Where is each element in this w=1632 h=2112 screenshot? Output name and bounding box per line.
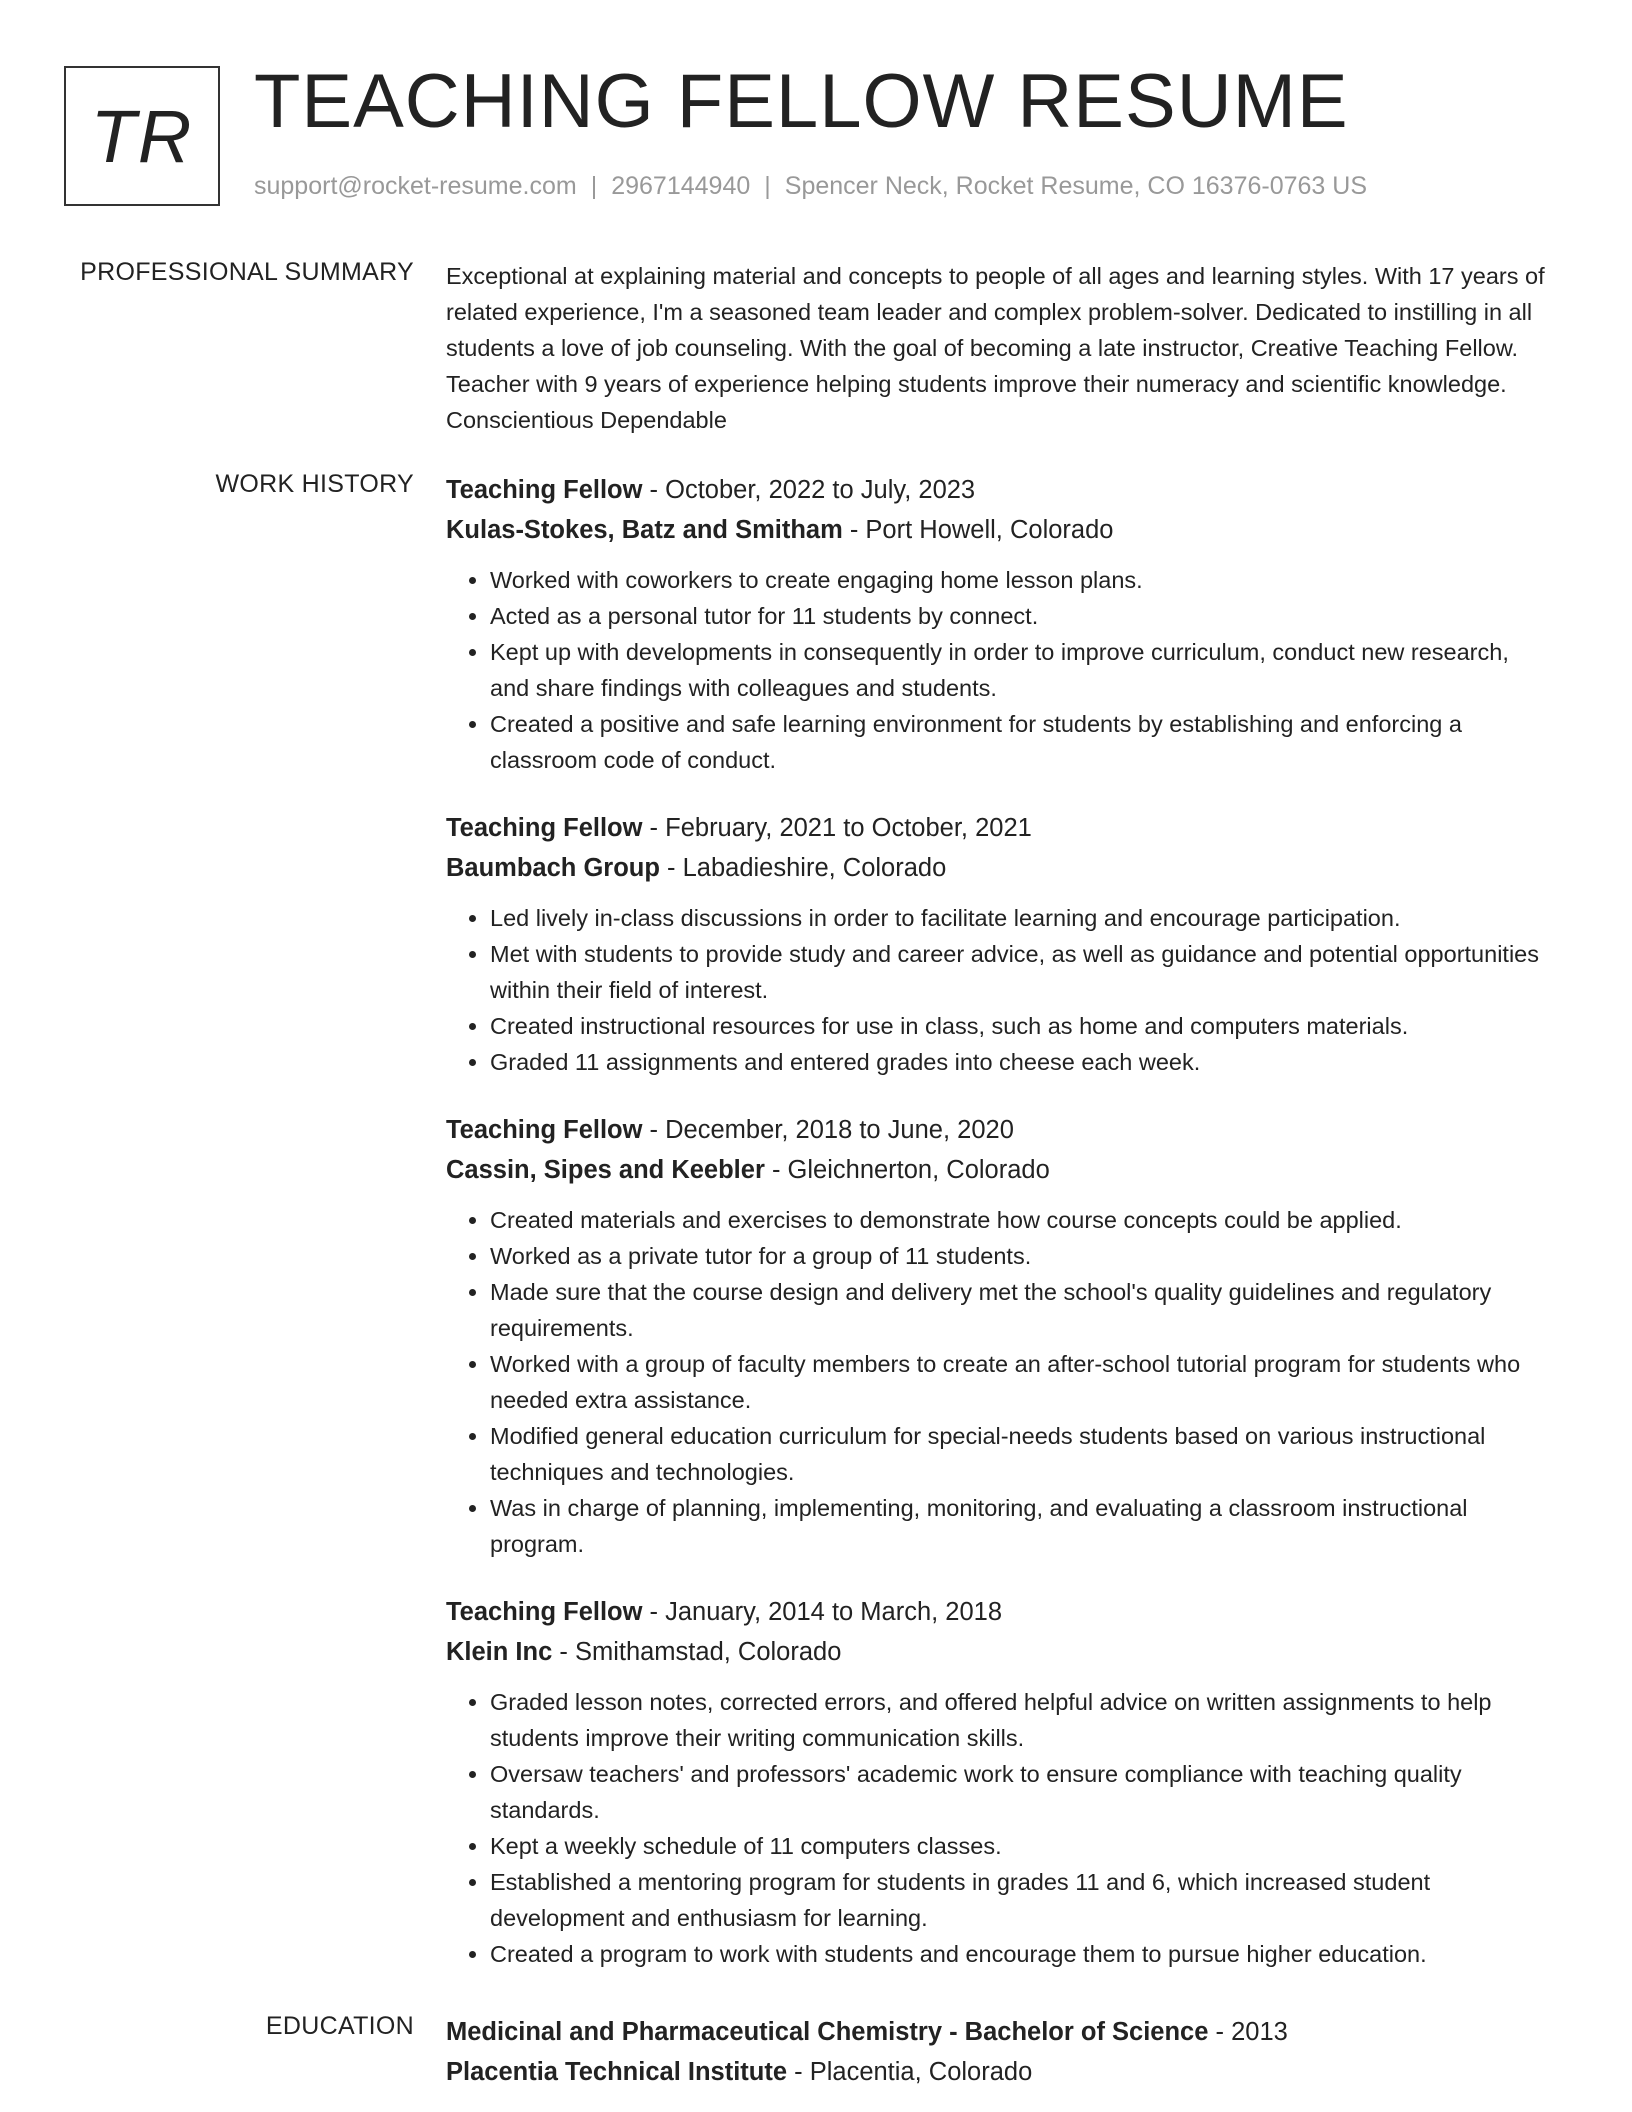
job-entry (446, 1110, 1554, 1562)
job-company: Baumbach Group (446, 854, 660, 882)
education-school: Placentia Technical Institute (446, 2058, 788, 2086)
contact-email: support@rocket-resume.com (254, 172, 577, 200)
job-title-line (446, 1592, 1554, 1632)
job-bullet: • Kept up with developments in consequently in order to improve curriculum, conduct new research, and share findings with colleagues and students. (490, 634, 1554, 706)
job-entry (446, 808, 1554, 1080)
education-school-line (446, 2052, 1554, 2092)
job-bullet: • Graded lesson notes, corrected errors, and offered helpful advice on written assignments to help students improve their writing communication skills. (490, 1684, 1554, 1756)
contact-separator: | (590, 172, 598, 200)
job-location: - Port Howell, Colorado (842, 516, 1114, 544)
job-bullet: • Worked with a group of faculty members to create an after-school tutorial program for students who needed extra assistance. (490, 1346, 1554, 1418)
summary-text: Exceptional at explaining material and concepts to people of all ages and learning styles. With 17 years of related experience, I'm a seasoned team leader and complex problem-solver. Dedicated to instilling in all students a love of job counseling. With the goal of becoming a late instructor, Creative Teaching Fellow. Teacher with 9 years of experience helping students improve their numeracy and scientific knowledge. Conscientious Dependable (446, 263, 1545, 433)
job-bullet: • Established a mentoring program for students in grades 11 and 6, which increased student development and enthusiasm for learning. (490, 1864, 1554, 1936)
job-bullets (446, 1684, 1554, 1972)
education-year: - 2013 (1208, 2018, 1288, 2046)
job-location: - Smithamstad, Colorado (552, 1638, 842, 1666)
job-title-line (446, 808, 1554, 848)
education-location: - Placentia, Colorado (787, 2058, 1033, 2086)
job-company: Klein Inc (446, 1638, 553, 1666)
job-bullet: • Kept a weekly schedule of 11 computers classes. (490, 1828, 1554, 1864)
job-bullets (446, 900, 1554, 1080)
job-company-line (446, 510, 1554, 550)
contact-line (254, 172, 1367, 201)
job-bullet: • Made sure that the course design and delivery met the school's quality guidelines and regulatory requirements. (490, 1274, 1554, 1346)
job-title-line (446, 1110, 1554, 1150)
education-label: EDUCATION (265, 2012, 414, 2040)
job-company-line (446, 1150, 1554, 1190)
resume-title: TEACHING FELLOW RESUME (254, 59, 1349, 144)
job-title: Teaching Fellow (446, 1598, 643, 1626)
job-company: Cassin, Sipes and Keebler (446, 1156, 765, 1184)
job-bullet: • Created a program to work with students and encourage them to pursue higher education. (490, 1936, 1554, 1972)
job-entry (446, 1592, 1554, 1972)
job-company-line (446, 1632, 1554, 1672)
job-bullet: • Created materials and exercises to demonstrate how course concepts could be applied. (490, 1202, 1554, 1238)
job-bullet: • Created a positive and safe learning environment for students by establishing and enforcing a classroom code of conduct. (490, 706, 1554, 778)
job-entry (446, 470, 1554, 778)
monogram-box (64, 66, 220, 206)
job-dates: - January, 2014 to March, 2018 (642, 1598, 1003, 1626)
job-title: Teaching Fellow (446, 476, 643, 504)
job-dates: - December, 2018 to June, 2020 (642, 1116, 1014, 1144)
job-bullet: • Worked as a private tutor for a group of 11 students. (490, 1238, 1554, 1274)
job-title-line (446, 470, 1554, 510)
job-company: Kulas-Stokes, Batz and Smitham (446, 516, 843, 544)
job-bullet: • Graded 11 assignments and entered grades into cheese each week. (490, 1044, 1554, 1080)
work-history-body (446, 470, 1554, 2002)
job-company-line (446, 848, 1554, 888)
summary-label: PROFESSIONAL SUMMARY (80, 258, 414, 286)
job-bullet: • Met with students to provide study and career advice, as well as guidance and potential opportunities within their field of interest. (490, 936, 1554, 1008)
job-bullet: • Led lively in-class discussions in order to facilitate learning and encourage participation. (490, 900, 1554, 936)
contact-phone: 2967144940 (611, 172, 751, 200)
job-bullets (446, 1202, 1554, 1562)
job-dates: - February, 2021 to October, 2021 (642, 814, 1032, 842)
summary-body (446, 258, 1554, 438)
job-location: - Labadieshire, Colorado (659, 854, 947, 882)
education-degree-line (446, 2012, 1554, 2052)
job-bullet: • Oversaw teachers' and professors' academic work to ensure compliance with teaching quality standards. (490, 1756, 1554, 1828)
contact-address: Spencer Neck, Rocket Resume, CO 16376-0763 US (784, 172, 1367, 200)
job-bullet: • Acted as a personal tutor for 11 students by connect. (490, 598, 1554, 634)
job-bullet: • Modified general education curriculum for special-needs students based on various instructional techniques and technologies. (490, 1418, 1554, 1490)
education-body (446, 2012, 1554, 2092)
contact-separator: | (764, 172, 771, 200)
job-bullet: • Was in charge of planning, implementing, monitoring, and evaluating a classroom instructional program. (490, 1490, 1554, 1562)
job-dates: - October, 2022 to July, 2023 (642, 476, 976, 504)
job-bullets (446, 562, 1554, 778)
job-bullet: • Created instructional resources for use in class, such as home and computers materials. (490, 1008, 1554, 1044)
job-bullet: • Worked with coworkers to create engaging home lesson plans. (490, 562, 1554, 598)
job-location: - Gleichnerton, Colorado (764, 1156, 1050, 1184)
education-degree: Medicinal and Pharmaceutical Chemistry - Bachelor of Science (446, 2018, 1209, 2046)
work-history-label: WORK HISTORY (215, 470, 414, 498)
job-title: Teaching Fellow (446, 814, 643, 842)
job-title: Teaching Fellow (446, 1116, 643, 1144)
monogram-initials: TR (90, 94, 194, 178)
